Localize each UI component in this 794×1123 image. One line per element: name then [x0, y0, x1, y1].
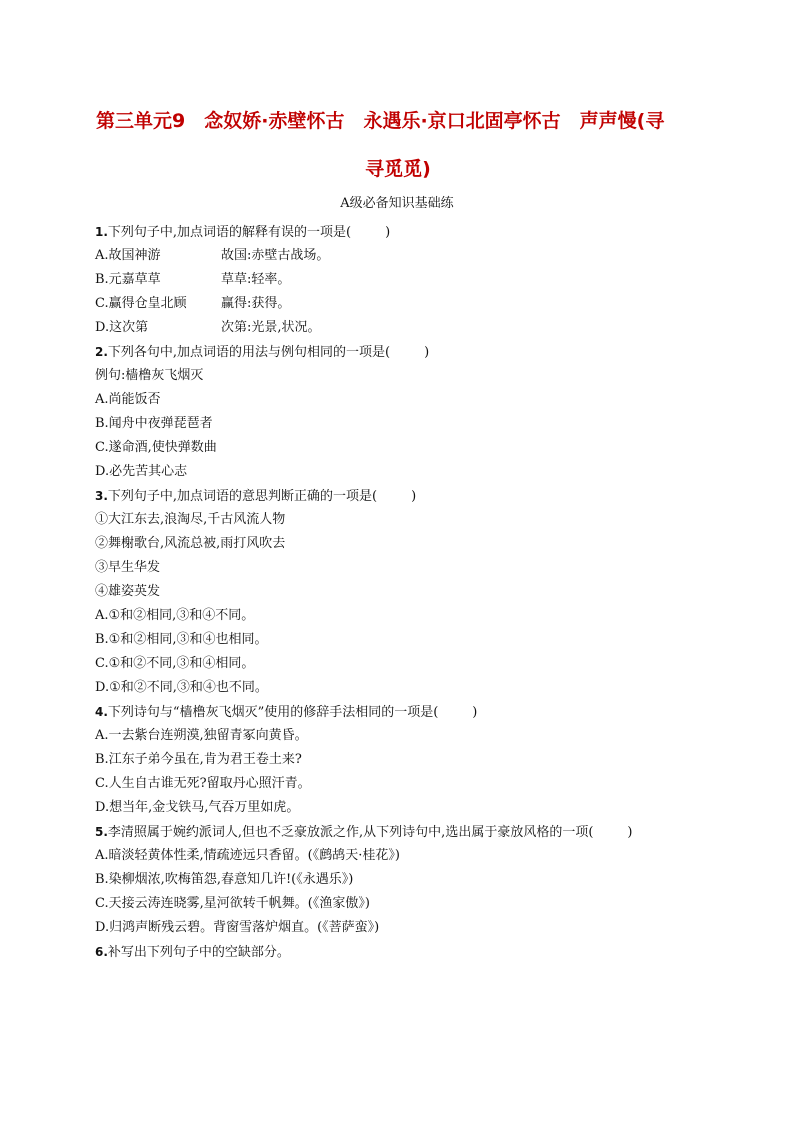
- question-3-item: ②舞榭歌台,风流总被,雨打风吹去: [95, 536, 286, 551]
- question-3-option: A.①和②相同,③和④不同。: [95, 608, 255, 623]
- question-5-option: B.染柳烟浓,吹梅笛怨,春意知几许!(《永遇乐》): [95, 872, 354, 887]
- question-5-stem: 5.李清照属于婉约派词人,但也不乏豪放派之作,从下列诗句中,选出属于豪放风格的一项( ): [95, 825, 633, 840]
- question-4-option: B.江东子弟今虽在,肯为君王卷土来?: [95, 752, 302, 767]
- page-title-line-1: 第三单元9 念奴娇·赤壁怀古 永遇乐·京口北固亭怀古 声声慢(寻: [96, 110, 665, 132]
- question-2-option: C.遂命酒,使快弹数曲: [95, 440, 217, 455]
- question-4-option: C.人生自古谁无死?留取丹心照汗青。: [95, 776, 311, 791]
- question-4-stem: 4.下列诗句与“樯橹灰飞烟灭”使用的修辞手法相同的一项是( ): [95, 705, 478, 720]
- question-1-option: C.赢得仓皇北顾 赢得:获得。: [95, 296, 291, 311]
- question-1-option: A.故国神游 故国:赤壁古战场。: [95, 248, 330, 263]
- question-2-option: A.尚能饭否: [95, 392, 161, 407]
- question-2-option: D.必先苦其心志: [95, 464, 188, 479]
- question-3-option: C.①和②不同,③和④相同。: [95, 656, 255, 671]
- question-2-option: B.闻舟中夜弹琵琶者: [95, 416, 213, 431]
- question-3-stem: 3.下列句子中,加点词语的意思判断正确的一项是( ): [95, 489, 417, 504]
- page-title-line-2: 寻觅觅): [365, 158, 431, 180]
- question-3-item: ④雄姿英发: [95, 584, 161, 599]
- question-1-option: D.这次第 次第:光景,状况。: [95, 320, 321, 335]
- question-list: [95, 220, 705, 964]
- question-6-stem: 6.补写出下列句子中的空缺部分。: [95, 945, 290, 960]
- question-4-option: A.一去紫台连朔漠,独留青冢向黄昏。: [95, 728, 308, 743]
- question-2-stem: 2.下列各句中,加点词语的用法与例句相同的一项是( ): [95, 345, 430, 360]
- question-4-option: D.想当年,金戈铁马,气吞万里如虎。: [95, 800, 300, 815]
- question-5-option: D.归鸿声断残云碧。背窗雪落炉烟直。(《菩萨蛮》): [95, 920, 380, 935]
- question-5-option: C.天接云涛连晓雾,星河欲转千帆舞。(《渔家傲》): [95, 896, 370, 911]
- question-3-option: D.①和②不同,③和④也不同。: [95, 680, 268, 695]
- question-2-example: 例句:樯橹灰飞烟灭: [95, 368, 204, 383]
- question-3-item: ①大江东去,浪淘尽,千古风流人物: [95, 512, 286, 527]
- question-1-option: B.元嘉草草 草草:轻率。: [95, 272, 291, 287]
- question-5-option: A.暗淡轻黄体性柔,情疏迹远只香留。(《鹧鸪天·桂花》): [95, 848, 400, 863]
- section-label: A级必备知识基础练: [340, 196, 454, 211]
- question-1-stem: 1.下列句子中,加点词语的解释有误的一项是( ): [95, 225, 391, 240]
- question-3-item: ③早生华发: [95, 560, 161, 575]
- question-3-option: B.①和②相同,③和④也相同。: [95, 632, 268, 647]
